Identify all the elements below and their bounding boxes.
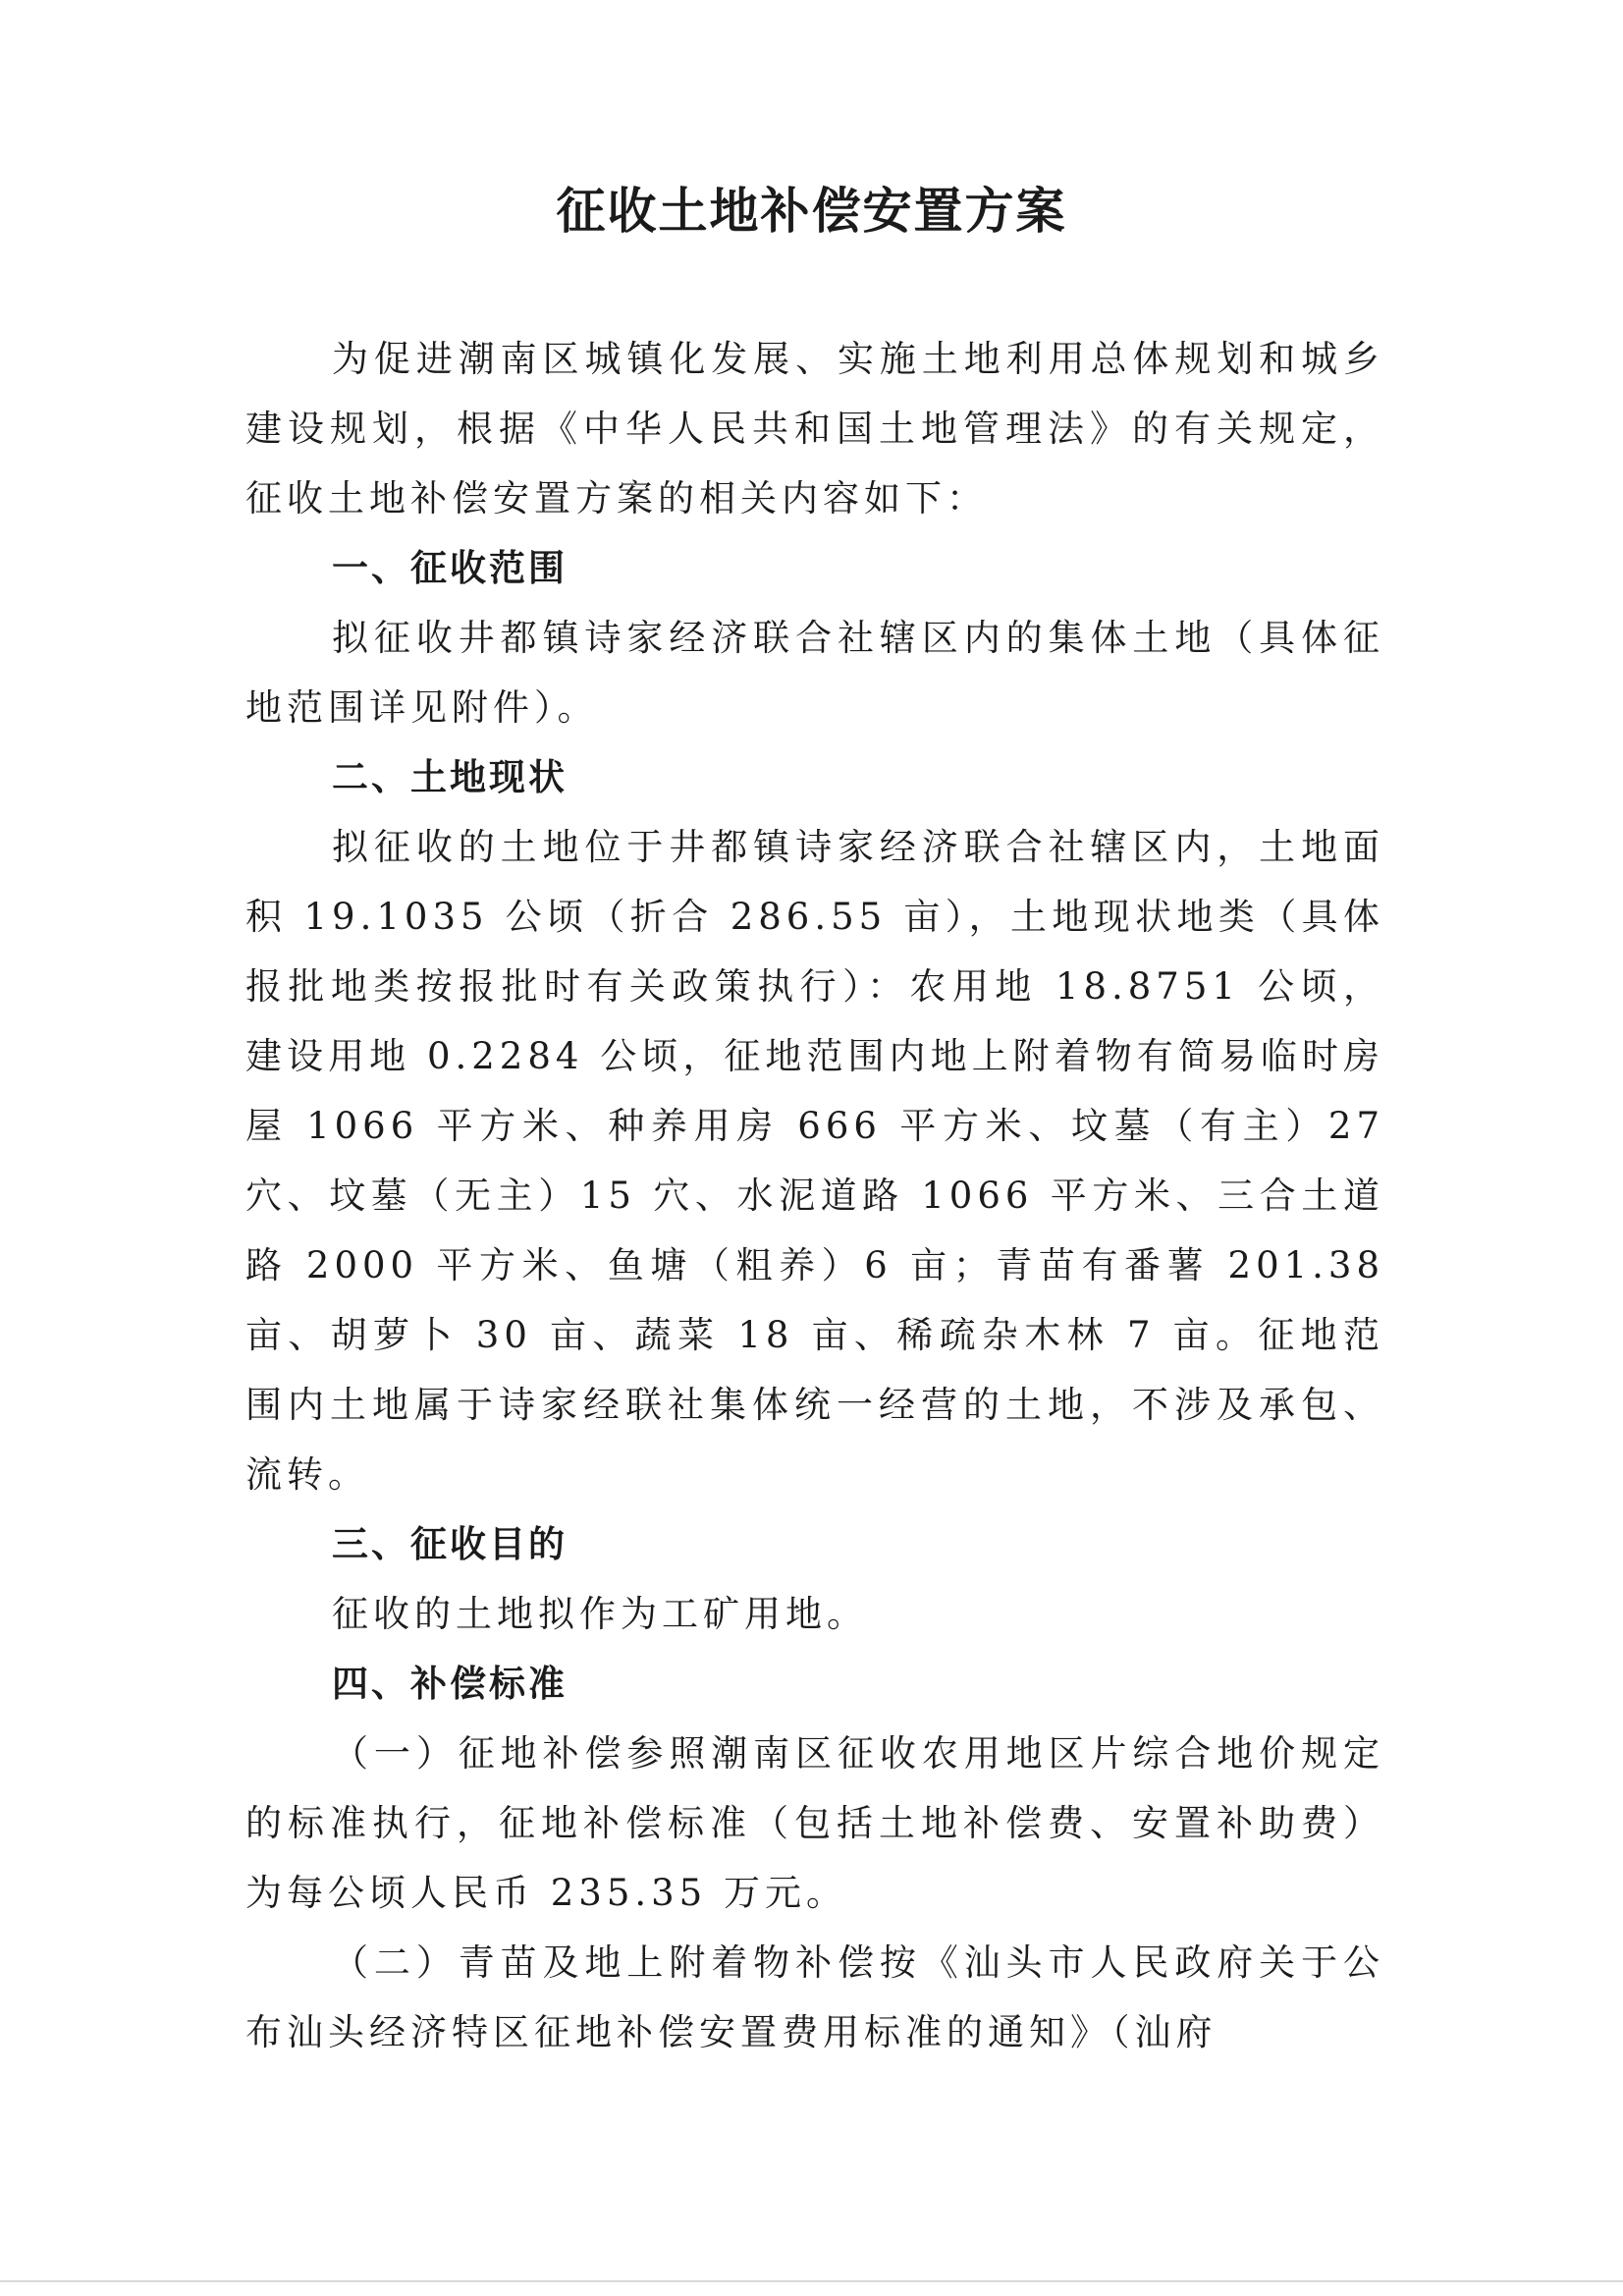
document-title: 征收土地补偿安置方案 [556, 183, 1067, 240]
compensation-paragraph-2: （二）青苗及地上附着物补偿按《汕头市人民政府关于公布汕头经济特区征地补偿安置费用标准的通知》（汕府 [245, 1941, 1384, 2053]
section-heading-land-status: 二、土地现状 [332, 756, 568, 798]
scope-paragraph: 拟征收井都镇诗家经济联合社辖区内的集体土地（具体征地范围详见附件）。 [245, 617, 1384, 729]
section-heading-compensation: 四、补偿标准 [332, 1663, 568, 1705]
section-heading-scope: 一、征收范围 [332, 547, 568, 589]
section-heading-purpose: 三、征收目的 [332, 1523, 568, 1565]
document-body [245, 324, 1384, 2067]
purpose-paragraph: 征收的土地拟作为工矿用地。 [332, 1593, 868, 1635]
scan-bottom-edge [0, 2280, 1623, 2282]
intro-paragraph: 为促进潮南区城镇化发展、实施土地利用总体规划和城乡建设规划，根据《中华人民共和国土地管理法》的有关规定，征收土地补偿安置方案的相关内容如下： [245, 338, 1384, 519]
land-status-paragraph: 拟征收的土地位于井都镇诗家经济联合社辖区内，土地面积 19.1035 公顷（折合 286.55 亩），土地现状地类（具体报批地类按报批时有关政策执行）：农用地 18.8751 公顷，建设用地 0.2284 公顷，征地范围内地上附着物有简易临时房屋 1066 平方米、种养用房 666 平方米、坟墓（有主）27 穴、坟墓（无主）15 穴、水泥道路 1066 平方米、三合土道路 2000 平方米、鱼塘（粗养）6 亩；青苗有番薯 201.38 亩、胡萝卜 30 亩、蔬菜 18 亩、稀疏杂木林 7 亩。征地范围内土地属于诗家经联社集体统一经营的土地，不涉及承包、流转。 [245, 826, 1384, 1496]
compensation-paragraph-1: （一）征地补偿参照潮南区征收农用地区片综合地价规定的标准执行，征地补偿标准（包括土地补偿费、安置补助费）为每公顷人民币 235.35 万元。 [245, 1732, 1384, 1914]
